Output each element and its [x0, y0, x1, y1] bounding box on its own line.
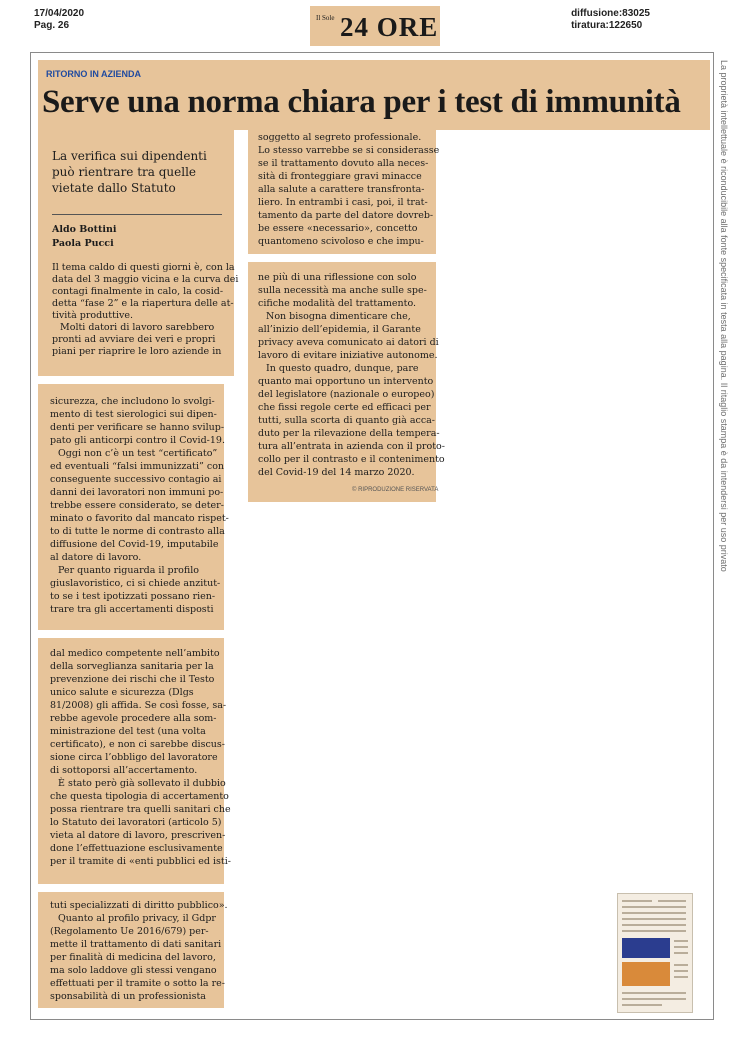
side-notice: La proprietà intellettuale è riconducibile alla fonte specificata in testa alla pagina. Il ritaglio stampa è da intendersi per uso privato: [719, 60, 729, 572]
headline: Serve una norma chiara per i test di immunità: [42, 84, 681, 120]
page-meta-right: [571, 8, 650, 32]
column1-block-3: dal medico competente nell’ambito della sorveglianza sanitaria per la prevenzione dei rischi che il Testo unico salute e sicurezza (Dlgs 81/2008) gli affida. Se così fosse, sa- rebbe agevole procedere alla som- ministrazione del test (una volta certificato), e non ci sarebbe discus- sione circa l’obbligo del lavoratore di sottoporsi all’accertamento. È stato però già sollevato il dubbio che questa tipologia di accertamento possa rientrare tra quelli sanitari che lo Statuto dei lavoratori (articolo 5) vieta al datore di lavoro, prescriven- done l’effettuazione esclusivamente per il tramite di «enti pubblici ed isti-: [38, 638, 224, 884]
page-number: Pag. 26: [34, 20, 70, 31]
column1-block-4: tuti specializzati di diritto pubblico». Quanto al profilo privacy, il Gdpr (Regolamento Ue 2016/679) per- mette il trattamento di dati sanitari per finalità di medicina del lavoro, ma solo laddove gli stessi vengano effettuati per il tramite o sotto la re- sponsabilità di un professionista: [38, 892, 224, 1008]
tiratura: tiratura:122650: [571, 20, 643, 31]
copyright-note: © RIPRODUZIONE RISERVATA: [352, 487, 439, 493]
author-2: Paola Pucci: [52, 238, 114, 249]
date: 17/04/2020: [34, 8, 85, 19]
diffusione: diffusione:83025: [571, 8, 650, 19]
author-1: Aldo Bottini: [52, 224, 117, 235]
kicker: RITORNO IN AZIENDA: [46, 69, 142, 79]
page-thumbnail-icon: [617, 893, 693, 1013]
logo-big-text: 24 ORE: [340, 12, 439, 42]
headline-block: [38, 60, 710, 130]
page-meta-left: [34, 8, 84, 32]
newspaper-logo: [310, 6, 440, 46]
divider: [52, 214, 222, 215]
column2-block-2: ne più di una riflessione con solo sulla necessità ma anche sulle spe- cifiche modalità del trattamento. Non bisogna dimenticare che, all’inizio dell’epidemia, il Garante privacy aveva comunicato ai datori di lavoro di evitare iniziative autonome. In questo quadro, dunque, pare quanto mai opportuno un intervento del legislatore (nazionale o europeo) che fissi regole certe ed efficaci per tutti, sulla scorta di quanto già acca- duto per la rilevazione della tempera- tura all’entrata in azienda con il proto- collo per il contrasto e il contenimento del Covid-19 del 14 marzo 2020. © RIPRODUZIONE RISERVATA: [248, 262, 436, 502]
logo-small-text: Il Sole: [316, 14, 335, 22]
side-notice-container: [713, 60, 735, 660]
column2-top-block: soggetto al segreto professionale. Lo stesso varrebbe se si considerasse se il trattamento dovuto alla neces- sità di fronteggiare gravi minacce alla salute a carattere transfronta- liero. In entrambi i casi, poi, il trat- tamento da parte del datore dovreb- be essere «necessario», concetto quantomeno scivoloso e che impu-: [248, 130, 436, 254]
column1-top-block: La verifica sui dipendenti può rientrare tra quelle vietate dallo Statuto Aldo Bottini Paola Pucci Il tema caldo di questi giorni è, con la data del 3 maggio vicina e la curva dei contagi finalmente in calo, la cosid- detta “fase 2” e la riapertura delle at- tività produttive. Molti datori di lavoro sarebbero pronti ad avviare dei veri e propri piani per riaprire le loro aziende in: [38, 130, 234, 376]
column1-block-2: sicurezza, che includono lo svolgi- mento di test sierologici sui dipen- denti per verificare se hanno svilup- pato gli anticorpi contro il Covid-19. Oggi non c’è un test “certificato” ed eventuali “falsi immunizzati” con conseguente successivo contagio ai danni dei lavoratori non immuni po- trebbe essere considerato, se deter- minato o favorito dal mancato rispet- to di tutte le norme di contrasto alla diffusione del Covid-19, imputabile al datore di lavoro. Per quanto riguarda il profilo giuslavoristico, ci si chiede anzitut- to se i test ipotizzati possano rien- trare tra gli accertamenti disposti: [38, 384, 224, 630]
